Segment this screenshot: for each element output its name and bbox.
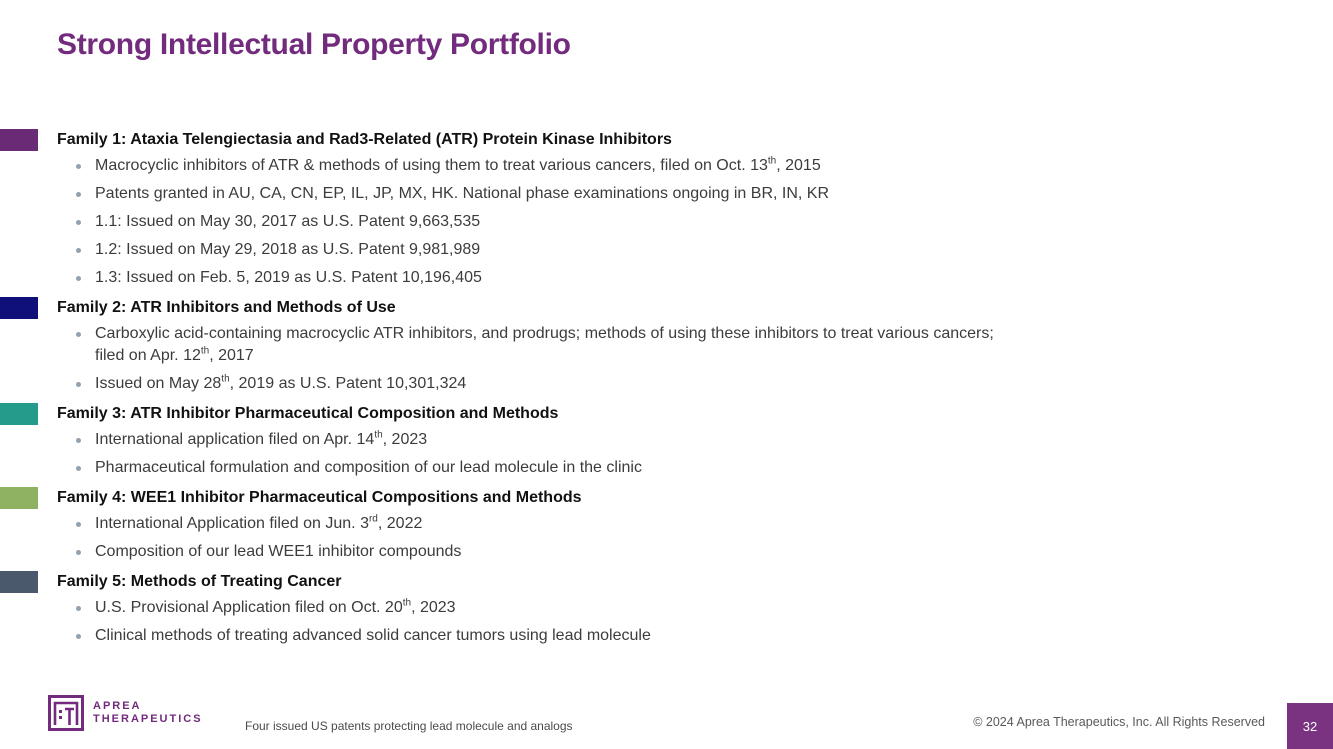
family-bullet-list <box>57 597 1333 647</box>
family-bullet-list <box>57 513 1333 563</box>
bullet-dot-icon <box>76 192 81 197</box>
family-section-4 <box>0 487 1333 563</box>
bullet-text: Macrocyclic inhibitors of ATR & methods of using them to treat various cancers, filed on Oct. 13th, 2015 <box>95 155 821 174</box>
family-section-2 <box>0 297 1333 395</box>
bullet-text: 1.1: Issued on May 30, 2017 as U.S. Patent 9,663,535 <box>95 213 481 230</box>
family-bullet-list <box>57 323 1333 395</box>
bullet-text: Clinical methods of treating advanced solid cancer tumors using lead molecule <box>95 627 651 644</box>
bullet-dot-icon <box>76 634 81 639</box>
bullet-item <box>57 267 1333 289</box>
family-color-marker <box>0 129 38 151</box>
family-heading: Family 2: ATR Inhibitors and Methods of Use <box>57 299 396 316</box>
bullet-item <box>57 541 1333 563</box>
family-color-marker <box>0 571 38 593</box>
bullet-dot-icon <box>76 220 81 225</box>
copyright-text: © 2024 Aprea Therapeutics, Inc. All Rights Reserved <box>973 715 1265 729</box>
bullet-text: Patents granted in AU, CA, CN, EP, IL, JP, MX, HK. National phase examinations ongoing in BR, IN, KR <box>95 185 830 202</box>
bullet-item <box>57 597 1333 619</box>
bullet-dot-icon <box>76 606 81 611</box>
bullet-dot-icon <box>76 382 81 387</box>
family-color-marker <box>0 297 38 319</box>
bullet-text: 1.2: Issued on May 29, 2018 as U.S. Patent 9,981,989 <box>95 241 481 258</box>
bullet-text: 1.3: Issued on Feb. 5, 2019 as U.S. Patent 10,196,405 <box>95 269 482 286</box>
page-number-badge: 32 <box>1287 703 1333 749</box>
bullet-dot-icon <box>76 466 81 471</box>
bullet-text: Composition of our lead WEE1 inhibitor compounds <box>95 543 462 560</box>
patent-families-list <box>0 129 1333 655</box>
bullet-dot-icon <box>76 248 81 253</box>
aprea-logo-icon <box>48 695 84 731</box>
aprea-logo <box>48 695 203 731</box>
bullet-text: Pharmaceutical formulation and composition of our lead molecule in the clinic <box>95 459 642 476</box>
bullet-dot-icon <box>76 550 81 555</box>
bullet-item <box>57 323 1333 367</box>
family-section-3 <box>0 403 1333 479</box>
family-bullet-list <box>57 155 1333 289</box>
bullet-item <box>57 211 1333 233</box>
family-color-marker <box>0 403 38 425</box>
family-bullet-list <box>57 429 1333 479</box>
slide-footer <box>0 689 1333 749</box>
bullet-dot-icon <box>76 522 81 527</box>
page-title: Strong Intellectual Property Portfolio <box>57 28 571 61</box>
bullet-item <box>57 513 1333 535</box>
bullet-item <box>57 183 1333 205</box>
bullet-item <box>57 239 1333 261</box>
family-section-1 <box>0 129 1333 289</box>
family-heading: Family 5: Methods of Treating Cancer <box>57 573 342 590</box>
bullet-item <box>57 373 1333 395</box>
bullet-item <box>57 625 1333 647</box>
bullet-dot-icon <box>76 276 81 281</box>
footer-note: Four issued US patents protecting lead molecule and analogs <box>245 719 573 733</box>
bullet-text: U.S. Provisional Application filed on Oct. 20th, 2023 <box>95 597 456 616</box>
family-heading: Family 1: Ataxia Telengiectasia and Rad3-Related (ATR) Protein Kinase Inhibitors <box>57 131 672 148</box>
bullet-item <box>57 457 1333 479</box>
logo-line-1: APREA <box>93 700 142 712</box>
family-section-5 <box>0 571 1333 647</box>
bullet-text: International Application filed on Jun. 3rd, 2022 <box>95 513 423 532</box>
bullet-item <box>57 429 1333 451</box>
bullet-dot-icon <box>76 164 81 169</box>
bullet-dot-icon <box>76 332 81 337</box>
family-heading: Family 3: ATR Inhibitor Pharmaceutical Composition and Methods <box>57 405 559 422</box>
family-heading: Family 4: WEE1 Inhibitor Pharmaceutical Compositions and Methods <box>57 489 582 506</box>
bullet-text: International application filed on Apr. 14th, 2023 <box>95 429 428 448</box>
bullet-text: Carboxylic acid-containing macrocyclic ATR inhibitors, and prodrugs; methods of using these inhibitors to treat various cancers; filed on Apr. 12th, 2017 <box>95 325 994 364</box>
bullet-text: Issued on May 28th, 2019 as U.S. Patent 10,301,324 <box>95 373 467 392</box>
logo-line-2: THERAPEUTICS <box>93 713 203 725</box>
bullet-dot-icon <box>76 438 81 443</box>
family-color-marker <box>0 487 38 509</box>
aprea-logo-wordmark <box>93 700 203 726</box>
bullet-item <box>57 155 1333 177</box>
